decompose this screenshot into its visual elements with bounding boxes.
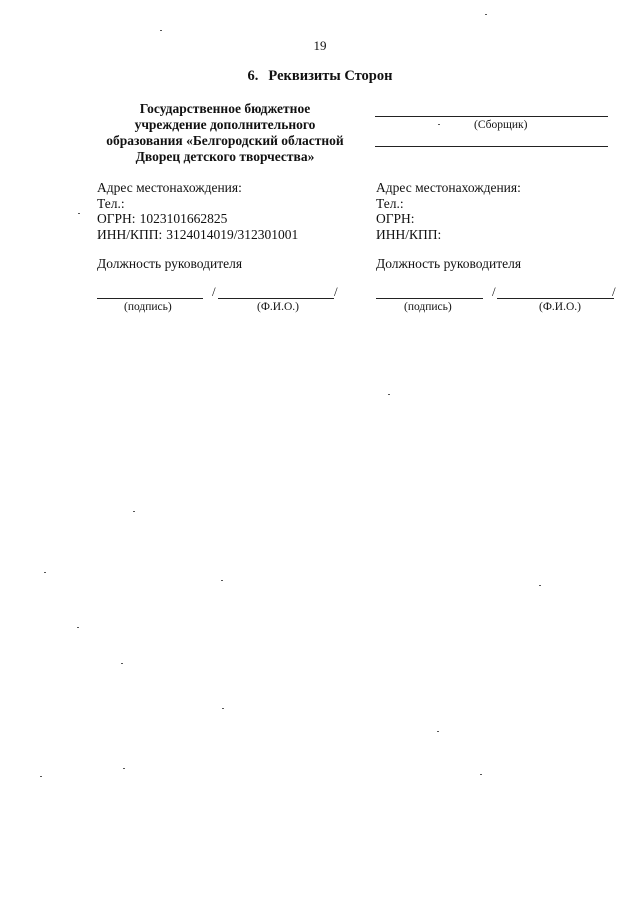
scan-speck xyxy=(123,768,125,769)
right-party-requisites xyxy=(376,180,521,242)
right-signature-slash: / xyxy=(492,284,496,299)
left-fio-caption: (Ф.И.О.) xyxy=(257,301,299,313)
left-party-name xyxy=(90,101,360,165)
right-party-name-line-2 xyxy=(375,146,608,147)
left-signature-caption: (подпись) xyxy=(124,301,172,313)
scan-speck xyxy=(221,580,223,581)
scan-speck xyxy=(40,776,42,777)
right-role-caption: (Сборщик) xyxy=(474,119,528,131)
left-fio-line xyxy=(218,298,334,299)
scan-speck xyxy=(77,627,79,628)
left-party-requisites xyxy=(97,180,298,242)
scan-speck xyxy=(438,124,440,125)
scan-speck xyxy=(539,585,541,586)
right-ogrn-label: ОГРН: xyxy=(376,211,415,226)
left-party-name-line: Государственное бюджетное xyxy=(139,101,311,116)
left-ogrn-label: ОГРН: xyxy=(97,211,136,226)
section-number: 6. xyxy=(247,68,259,84)
scan-speck xyxy=(485,14,487,15)
right-position-label: Должность руководителя xyxy=(376,256,522,271)
section-heading: Реквизиты Сторон xyxy=(268,68,393,84)
left-signature-slash: / xyxy=(212,284,216,299)
scan-speck xyxy=(388,394,390,395)
left-ogrn-row xyxy=(97,211,298,227)
right-signature-line xyxy=(376,298,483,299)
left-address-label: Адрес местонахождения: xyxy=(97,180,242,195)
left-ogrn-value: 1023101662825 xyxy=(139,211,228,226)
right-fio-slash: / xyxy=(612,284,616,299)
scan-speck xyxy=(160,30,162,31)
right-signature-caption: (подпись) xyxy=(404,301,452,313)
right-inn-kpp-label: ИНН/КПП: xyxy=(376,226,442,242)
section-title xyxy=(0,68,640,85)
scan-speck xyxy=(121,663,123,664)
left-inn-kpp-label: ИНН/КПП: xyxy=(97,226,163,242)
left-fio-slash: / xyxy=(334,284,338,299)
left-inn-kpp-value: 3124014019/312301001 xyxy=(166,226,299,242)
left-party-name-line: образования «Белгородский областной xyxy=(106,133,344,148)
right-fio-caption: (Ф.И.О.) xyxy=(539,301,581,313)
scan-speck xyxy=(44,572,46,573)
left-party-name-line: учреждение дополнительного xyxy=(134,117,316,132)
right-fio-line xyxy=(497,298,614,299)
left-phone-label: Тел.: xyxy=(97,195,125,211)
right-address-label: Адрес местонахождения: xyxy=(376,180,521,195)
scan-speck xyxy=(222,708,224,709)
right-party-name-line xyxy=(375,116,608,117)
left-party-name-line: Дворец детского творчества» xyxy=(135,149,315,164)
scan-speck xyxy=(437,731,439,732)
right-phone-label: Тел.: xyxy=(376,195,404,211)
left-signature-line xyxy=(97,298,203,299)
scan-speck xyxy=(78,213,80,214)
page-number: 19 xyxy=(313,38,327,53)
scan-speck xyxy=(480,774,482,775)
left-position-label: Должность руководителя xyxy=(97,256,243,271)
scan-speck xyxy=(133,511,135,512)
left-inn-kpp-row xyxy=(97,227,298,243)
